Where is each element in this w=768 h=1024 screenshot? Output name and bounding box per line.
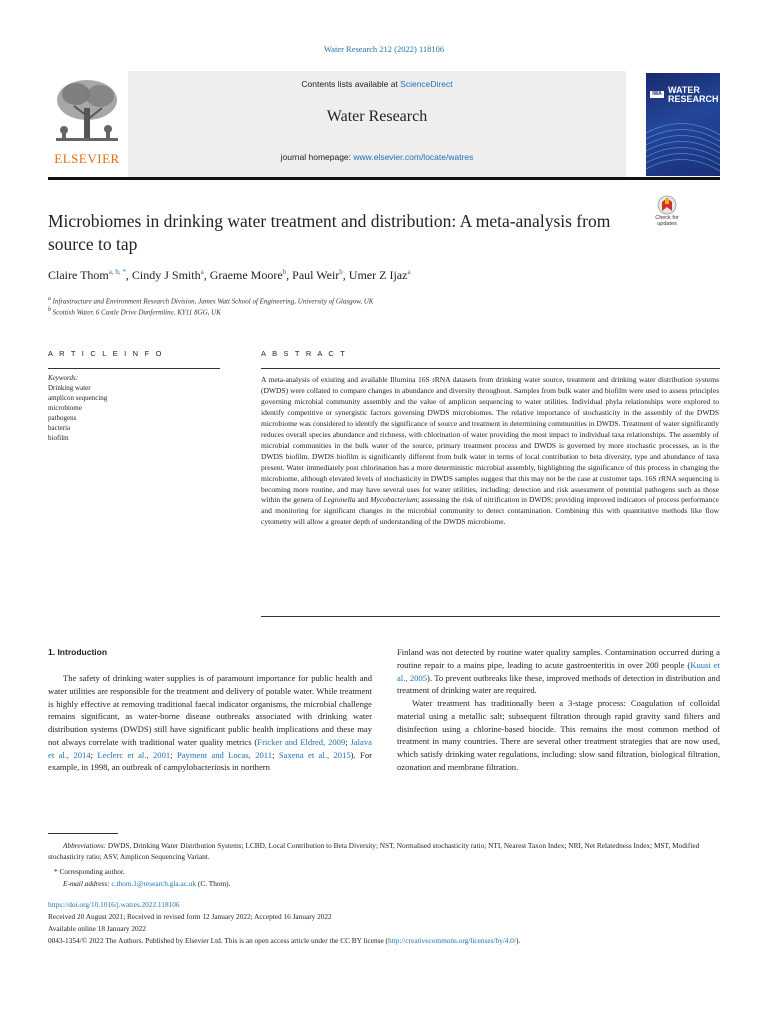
elsevier-wordmark: ELSEVIER — [54, 151, 120, 166]
keyword-item: pathogens — [48, 414, 77, 422]
footnote-rule — [48, 833, 118, 834]
ref-leclerc[interactable]: Leclerc et al., 2001 — [97, 749, 171, 760]
journal-homepage: journal homepage: www.elsevier.com/locate/watres — [280, 152, 474, 162]
sciencedirect-link[interactable]: ScienceDirect — [400, 79, 453, 89]
author-affiliation-mark[interactable]: a, b, * — [108, 268, 126, 276]
keywords-label: Keywords: — [48, 374, 79, 382]
cover-title-line1: WATER — [668, 85, 700, 95]
cover-title-line2: RESEARCH — [668, 94, 719, 104]
author-separator: , — [342, 268, 349, 282]
author-separator: , — [125, 268, 132, 282]
ref-saxena[interactable]: Saxena et al., 2015 — [278, 749, 351, 760]
abbreviations-footnote: Abbreviations: DWDS, Drinking Water Distribution Systems; LCBD, Local Contribution to Beta Diversity; NST, Normalised stochasticity ratio; NTI, Nearest Taxon Index; NRI, Net Relatedness Index; MST, Modified stochasticity ratio; ASV, Amplicon Sequencing Variant. — [48, 841, 700, 861]
intro-left-column: The safety of drinking water supplies is of paramount importance for public health and water utilities are responsible for the treatment and delivery of potable water. While treatment is highly effective at removing traditional faecal indicator organisms, the microbial challenge remains significant, as water-borne disease outbreaks associated with drinking water distribution systems (DWDS) still have significant public health implications and these may not always correlate with traditional water quality metrics (Fricker and Eldred, 2009; Jalava et al., 2014; Leclerc et al., 2001; Payment and Locas, 2011; Saxena et al., 2015). For example, in 1998, an outbreak of campylobacteriosis in northern — [48, 673, 372, 773]
journal-citation[interactable]: Water Research 212 (2022) 118106 — [323, 44, 445, 54]
author-email-link[interactable]: c.thom.1@research.gla.ac.uk — [111, 879, 197, 888]
contents-line: Contents lists available at ScienceDirect — [301, 79, 453, 89]
author-name[interactable]: Cindy J Smith — [131, 268, 201, 282]
keyword-item: bacteria — [48, 424, 71, 432]
author-affiliation-mark[interactable]: b — [282, 268, 287, 276]
author-name[interactable]: Paul Weir — [292, 268, 340, 282]
header-rule — [48, 177, 720, 180]
ref-payment[interactable]: Payment and Locas, 2011 — [176, 749, 273, 760]
intro-right-column: Finland was not detected by routine water quality samples. Contamination occurred during a routine repair to a mains pipe, leading to acute gastroenteritis in over 200 people (Kuusi et al., 2005). To prevent outbreaks like these, improved methods of detection in distribution and treatment of drinking water are required. Water treatment has traditionally been a 3-stage process: Coagulation of colloidal material using a metallic salt; subsequent filtration through rapid gravity sand filters and disinfection using a chlorine-based biocide. This remains the most common method of treatment in many countries. There are several other treatment strategies that are now used, which satisfy drinking water regulations, including: slow sand filtration, biological filtration, ozonation and membrane filtration. — [397, 647, 720, 772]
abstract-rule-bottom — [261, 616, 720, 617]
article-info-heading: A R T I C L E I N F O — [48, 349, 164, 358]
keyword-list — [48, 383, 218, 443]
doi-line — [48, 899, 720, 910]
cover-logo: IWA — [652, 91, 662, 97]
cc-license-link[interactable]: http://creativecommons.org/licenses/by/4.0/ — [388, 936, 516, 945]
abstract-heading: A B S T R A C T — [261, 349, 347, 358]
check-for-updates-badge[interactable] — [648, 193, 686, 231]
received-dates: Received 20 August 2021; Received in revised form 12 January 2022; Accepted 16 January 2022 — [48, 912, 332, 921]
author-name[interactable]: Claire Thom — [48, 268, 109, 282]
affiliation-b: $^b$ Scottish Water, 6 Castle Drive Dunfermline, KY11 8GG, UK — [48, 307, 221, 317]
abstract-text: A meta-analysis of existing and available Illumina 16S rRNA datasets from drinking water source, treatment and drinking water distribution systems (DWDS) were collated to compare changes in abundance and diversity throughout. Samples from bulk water and biofilm were used to assess principles governing microbial community assembly and the value of amplicon sequencing to water utilities. Individual phyla relationships were explored to identify competitive or synergistic factors governing DWDS microbiomes. The relative importance of stochasticity in the assembly of the DWDS microbiome was considered to identify the significance of source and treatment in determining communities in DWDS. Treatment of water significantly reduces overall species abundance and richness, with chlorination of water providing the most impact to individual taxa relationships. The assembly of microbial communities in the bulk water of the source, primary treatment process and DWDS is governed by more stochastic processes, as is the DWDS biofilm. DWDS biofilm is significantly different from bulk water in terms of local contribution to beta diversity, type and abundance of taxa present. Water immediately post chlorination has a more deterministic microbial assembly, highlighting the significance of this process in changing the microbiome, although elevated levels of stochasticity in DWDS samples suggest that this may not be the case at customer taps. 16S rRNA sequencing is becoming more routine, and may have several uses for water utilities, including: detection and risk assessment of potential pathogens such as those within the genera of Legionella and Mycobacterium; assessing the risk of nitrification in DWDS; providing improved indicators of process performance and monitoring for significant changes in the microbial community to detect contamination. Combining this with quantitative methods like flow cytometry will allow a greater depth of understanding of the DWDS microbiome. — [261, 375, 719, 527]
homepage-link[interactable]: www.elsevier.com/locate/watres — [353, 152, 474, 162]
doi-link[interactable]: https://doi.org/10.1016/j.watres.2022.118106 — [48, 900, 180, 909]
affiliation-a: $^a$ Infrastructure and Environment Research Division, James Watt School of Engineering, University of Glasgow, UK — [48, 296, 374, 306]
available-online: Available online 18 January 2022 — [48, 924, 146, 933]
keywords-block — [48, 373, 218, 443]
journal-name: Water Research — [326, 108, 428, 125]
ref-jalava[interactable]: Jalava et al., 2014 — [48, 736, 372, 760]
email-note: E-mail address: c.thom.1@research.gla.ac.uk (C. Thom). — [63, 879, 231, 888]
keyword-item: Drinking water — [48, 384, 91, 392]
author-separator: , — [286, 268, 293, 282]
author-name[interactable]: Graeme Moore — [209, 268, 283, 282]
corresponding-author-note: * Corresponding author. — [54, 867, 125, 876]
author-separator: , — [203, 268, 210, 282]
article-title: Microbiomes in drinking water treatment and distribution: A meta-analysis from source to tap — [48, 211, 611, 254]
keyword-item: microbiome — [48, 404, 82, 412]
introduction-heading: 1. Introduction — [48, 647, 108, 657]
author-affiliation-mark[interactable]: b — [339, 268, 343, 276]
abstract-rule-top — [261, 368, 720, 369]
author-affiliation-mark[interactable]: a — [200, 268, 204, 276]
elsevier-tree-logo — [50, 76, 124, 150]
ref-fricker[interactable]: Fricker and Eldred, 2009 — [257, 736, 346, 747]
keyword-item: amplicon sequencing — [48, 394, 108, 402]
journal-cover-image — [646, 73, 720, 176]
license-line: 0043-1354/© 2022 The Authors. Published by Elsevier Ltd. This is an open access article under the CC BY license (http://creativecommons.org/licenses/by/4.0/). — [48, 936, 521, 945]
author-name[interactable]: Umer Z Ijaz — [348, 268, 408, 282]
ref-kuusi[interactable]: Kuusi et al., 2005 — [397, 659, 720, 683]
article-info-rule — [48, 368, 220, 369]
badge-text: Check for updates — [655, 215, 679, 227]
author-list — [48, 268, 411, 283]
keyword-item: biofilm — [48, 434, 69, 442]
author-affiliation-mark[interactable]: a — [407, 268, 411, 276]
